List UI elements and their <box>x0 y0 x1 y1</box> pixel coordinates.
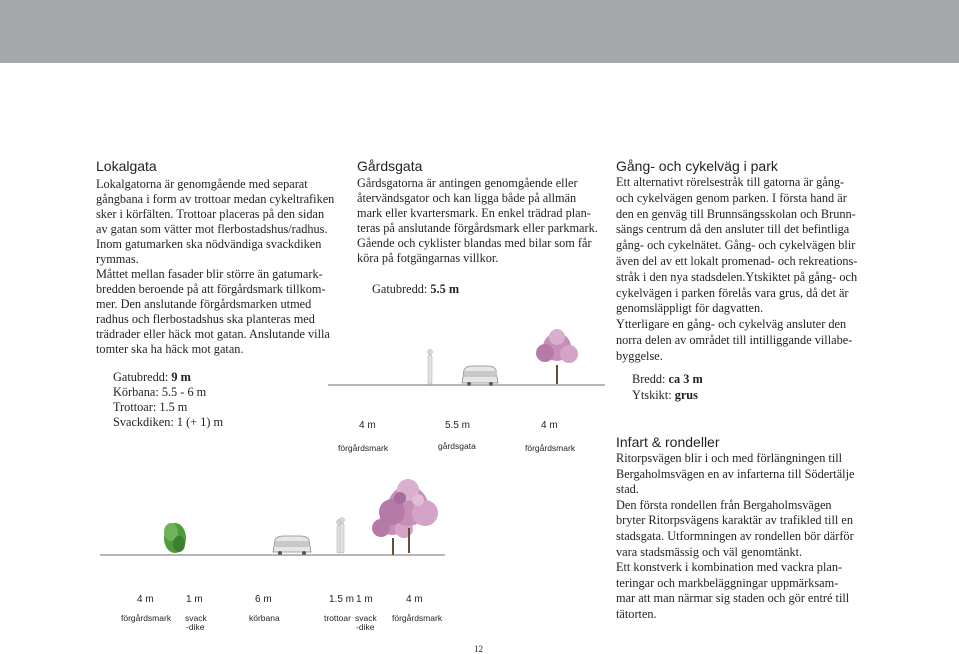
text-line: mark eller kvartersmark. En enkel trädrad plan- <box>357 206 591 220</box>
zone-label: körbana <box>249 613 280 623</box>
text-line: cykelvägen i parken förelås vara grus, då det är <box>616 285 849 300</box>
spec-value: ca 3 m <box>668 372 703 386</box>
spec-value: 5.5 m <box>430 282 460 296</box>
spec-korbana: Körbana: 5.5 - 6 m <box>113 385 207 399</box>
spec-gatubredd <box>113 370 223 385</box>
car-icon <box>462 366 498 386</box>
gardsgata-heading: Gårdsgata <box>357 158 423 174</box>
spec-trottoar: Trottoar: 1.5 m <box>113 400 188 414</box>
lokalgata-body <box>96 177 334 357</box>
text-line: stadsgata. Utformningen av rondellen bör därför <box>616 528 854 543</box>
text-line: bryter Ritorpsvägens karaktär av trafikled till en <box>616 513 853 528</box>
text-line: radhus och flerbostadshus ska planteras med <box>96 312 315 326</box>
spec-ytskikt <box>632 387 703 403</box>
text-line: teras på anslutande förgårdsmark eller parkmark. <box>357 221 598 235</box>
gang-cykel-heading: Gång- och cykelväg i park <box>616 158 778 174</box>
text-line: vara stadsmässig och väl genomtänkt. <box>616 544 803 559</box>
text-line: Bergaholmsvägen en av infarterna till Södertälje <box>616 466 855 481</box>
spec-value: grus <box>674 388 698 402</box>
text-line: teringar och markbeläggningar uppmärksam- <box>616 575 839 590</box>
lokalgata-heading: Lokalgata <box>96 158 157 174</box>
text-line: tätorten. <box>616 606 657 621</box>
text-line: sker i körfälten. Trottoar placeras på den sidan <box>96 207 325 221</box>
zone-label: förgårdsmark <box>392 613 443 623</box>
spec-svackdiken: Svackdiken: 1 (+ 1) m <box>113 415 224 429</box>
zone-label: gårdsgata <box>438 441 476 451</box>
text-line: Inom gatumarken ska nödvändiga svackdiken <box>96 237 322 251</box>
zone-label: förgårdsmark <box>525 443 576 453</box>
measure-label: 4 m <box>406 594 423 605</box>
text-line: köra på fotgängarnas villkor. <box>357 251 499 265</box>
measure-label: 4 m <box>137 594 154 605</box>
text-line: Gående och cyklister blandas med bilar som får <box>357 236 592 250</box>
text-line: rymmas. <box>96 252 139 266</box>
measure-label: 6 m <box>255 594 272 605</box>
text-line: och cykelvägen genom parken. I första hand är <box>616 190 847 205</box>
top-grey-band <box>0 0 959 63</box>
text-line: Ett konstverk i kombination med vackra plan- <box>616 560 843 575</box>
gardsgata-gatubredd <box>372 282 459 297</box>
zone-label: -dike <box>356 622 375 632</box>
text-line: bredden beroende på att förgårdsmark tillkom- <box>96 282 326 296</box>
zone-label: svack <box>185 613 207 623</box>
gang-cykel-body <box>616 175 857 365</box>
spec-label: Gatubredd: <box>113 370 172 384</box>
text-line: Måttet mellan fasader blir större än gatumark- <box>96 267 323 281</box>
measure-label: 4 m <box>541 420 558 431</box>
zone-label: förgårdsmark <box>338 443 389 453</box>
text-line: tomter ska ha häck mot gatan. <box>96 342 244 356</box>
gardsgata-body <box>357 176 598 266</box>
zone-label: förgårdsmark <box>121 613 172 623</box>
text-line: av gatan som vätter mot flerbostadshus/radhus. <box>96 222 328 236</box>
gang-cykel-specs <box>632 371 703 403</box>
spec-label: Ytskikt: <box>632 388 675 402</box>
text-line: Gårdsgatorna är antingen genomgående eller <box>357 176 578 190</box>
spec-label: Bredd: <box>632 372 669 386</box>
pedestrian-icon <box>340 518 345 554</box>
text-line: trädrader eller häck mot gatan. Anslutande villa <box>96 327 330 341</box>
lokalgata-specs <box>113 370 223 430</box>
text-line: Ett alternativt rörelsestråk till gatorna är gång- <box>616 175 845 189</box>
text-line: mar att man närmar sig staden och gör entré till <box>616 591 850 606</box>
measure-label: 5.5 m <box>445 420 471 431</box>
page-number: 12 <box>474 644 483 654</box>
infart-section-diagram <box>330 470 440 560</box>
text-line: stråk i den nya stadsdelen.Ytskiktet på gång- och <box>616 269 858 284</box>
text-line: gångbana i form av trottoar medan cykeltrafiken <box>96 192 335 206</box>
measure-label: 1.5 m <box>329 594 355 605</box>
measure-label: 4 m <box>359 420 376 431</box>
text-line: Ytterligare en gång- och cykelväg ansluter den <box>616 317 847 332</box>
text-line: byggelse. <box>616 348 663 363</box>
spec-label: Gatubredd: <box>372 282 431 296</box>
text-line: genomsläppligt för dagvatten. <box>616 301 764 316</box>
measure-label: 1 m <box>356 594 373 605</box>
text-line: återvändsgator och kan ligga både på allmän <box>357 191 577 205</box>
text-line: stad. <box>616 482 639 497</box>
cherry-tree-icon <box>379 479 438 553</box>
gardsgata-section-diagram <box>325 325 610 395</box>
measure-label: 1 m <box>186 594 203 605</box>
zone-label: svack <box>355 613 377 623</box>
text-line: Ritorpsvägen blir i och med förlängningen till <box>616 451 843 465</box>
text-line: mer. Den anslutande förgårdsmarken utmed <box>96 297 312 311</box>
pedestrian-icon <box>428 350 433 385</box>
zone-label: -dike <box>186 622 205 632</box>
text-line: även del av ett lokalt promenad- och rekreations- <box>616 253 858 268</box>
zone-label: trottoar <box>324 613 351 623</box>
text-line: sängs centrum då den ansluter till det befintliga <box>616 222 850 237</box>
car-icon <box>273 536 311 555</box>
text-line: den en genväg till Brunnsängsskolan och Brunn- <box>616 206 856 221</box>
spec-value: 9 m <box>171 370 191 384</box>
infart-body <box>616 451 854 623</box>
infart-heading: Infart & rondeller <box>616 434 720 450</box>
text-line: Den första rondellen från Bergaholmsvägen <box>616 497 832 512</box>
text-line: norra delen av området till intilliggande villabe- <box>616 332 853 347</box>
hedge-icon <box>164 523 186 553</box>
spec-bredd <box>632 371 703 387</box>
cherry-tree-icon <box>536 329 578 384</box>
text-line: Lokalgatorna är genomgående med separat <box>96 177 308 191</box>
text-line: gång- och cykelnätet. Gång- och cykelvägen blir <box>616 238 856 253</box>
